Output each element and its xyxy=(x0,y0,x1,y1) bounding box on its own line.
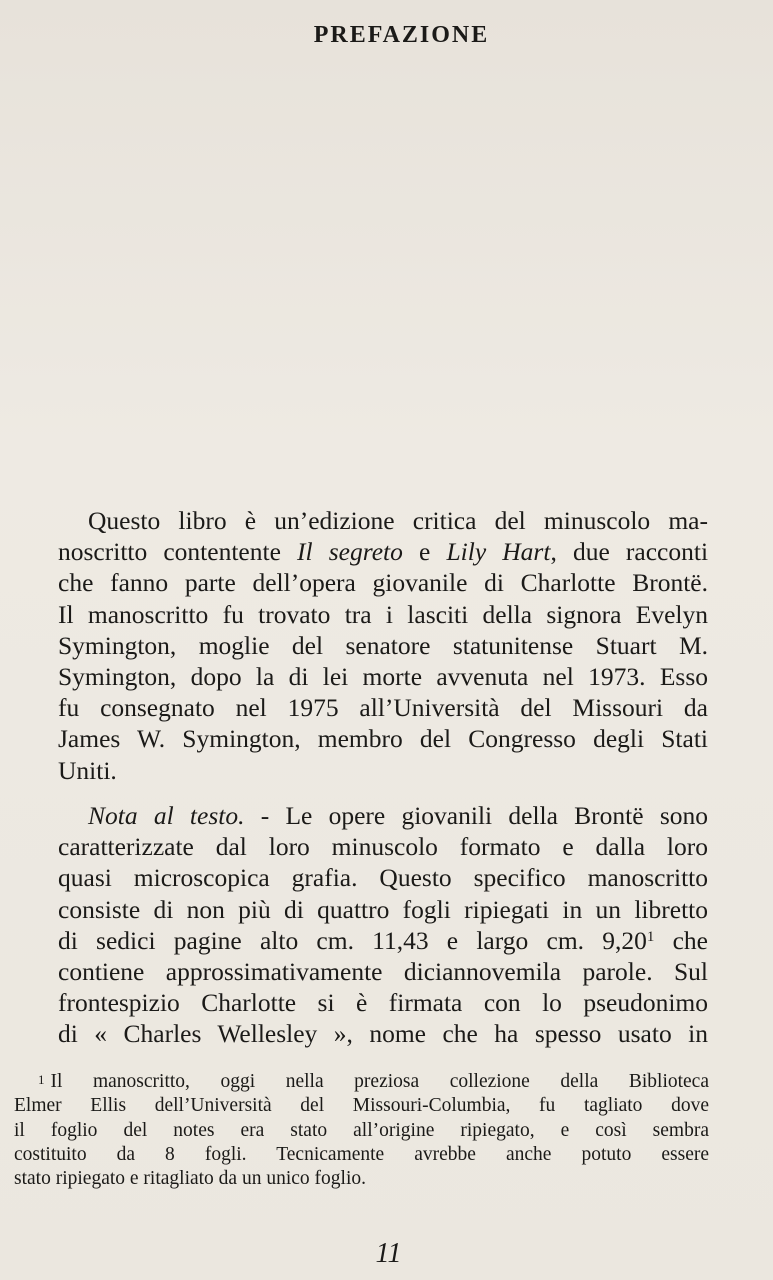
page-number: 11 xyxy=(375,1238,402,1269)
text-line: che fanno parte dell’opera giovanile di Charlotte Brontë. xyxy=(58,568,708,598)
text-line: consiste di non più di quattro fogli ripiegati in un libretto xyxy=(58,894,708,924)
text-line: di sedici pagine alto cm. 11,43 e largo cm. 9,20$^1$ che xyxy=(58,925,708,955)
text-line: frontespizio Charlotte si è firmata con lo pseudonimo xyxy=(58,988,708,1018)
text-line: Symington, moglie del senatore statunitense Stuart M. xyxy=(58,630,708,660)
footnote-line: stato ripiegato e ritagliato da un unico foglio. xyxy=(14,1168,366,1190)
footnote-line: Elmer Ellis dell’Università del Missouri-Columbia, fu tagliato dove xyxy=(14,1095,709,1117)
text-line: contiene approssimativamente diciannovemila parole. Sul xyxy=(58,957,708,987)
text-line: di « Charles Wellesley », nome che ha spesso usato in xyxy=(58,1019,708,1049)
text-line: Il manoscritto fu trovato tra i lasciti della signora Evelyn xyxy=(58,599,708,629)
text-line: quasi microscopica grafia. Questo specifico manoscritto xyxy=(58,863,708,893)
text-line: Symington, dopo la di lei morte avvenuta nel 1973. Esso xyxy=(58,662,708,692)
footnote-reference[interactable]: 1 xyxy=(646,928,655,945)
text-line: caratterizzate dal loro minuscolo formato e dalla loro xyxy=(58,832,708,862)
footnote-line: il foglio del notes era stato all’origine ripiegato, e così sembra xyxy=(14,1119,709,1141)
text-line: Uniti. xyxy=(58,755,117,785)
text-line: fu consegnato nel 1975 all’Università del Missouri da xyxy=(58,693,708,723)
text-line: Questo libro è un’edizione critica del minuscolo ma- xyxy=(88,506,708,535)
text-line: Nota al testo. - Le opere giovanili della Brontë sono xyxy=(88,801,708,830)
text-line: James W. Symington, membro del Congresso degli Stati xyxy=(58,724,708,754)
chapter-heading: PREFAZIONE xyxy=(313,22,490,48)
title-il-segreto: Il segreto xyxy=(297,537,403,567)
footnote xyxy=(14,1070,709,1191)
text-line: noscritto contentente Il segreto e Lily Hart, due racconti xyxy=(58,537,709,567)
title-lily-hart: Lily Hart xyxy=(446,537,551,567)
footnote-line: costituito da 8 fogli. Tecnicamente avrebbe anche potuto essere xyxy=(14,1143,709,1165)
paragraph-note-on-text xyxy=(58,800,708,1050)
footnote-marker: 1 xyxy=(38,1072,45,1087)
note-lead: Nota al testo. xyxy=(88,801,245,830)
paragraph-introduction xyxy=(58,505,708,786)
footnote-line: $^1$ Il manoscritto, oggi nella preziosa collezione della Biblioteca xyxy=(38,1071,709,1092)
